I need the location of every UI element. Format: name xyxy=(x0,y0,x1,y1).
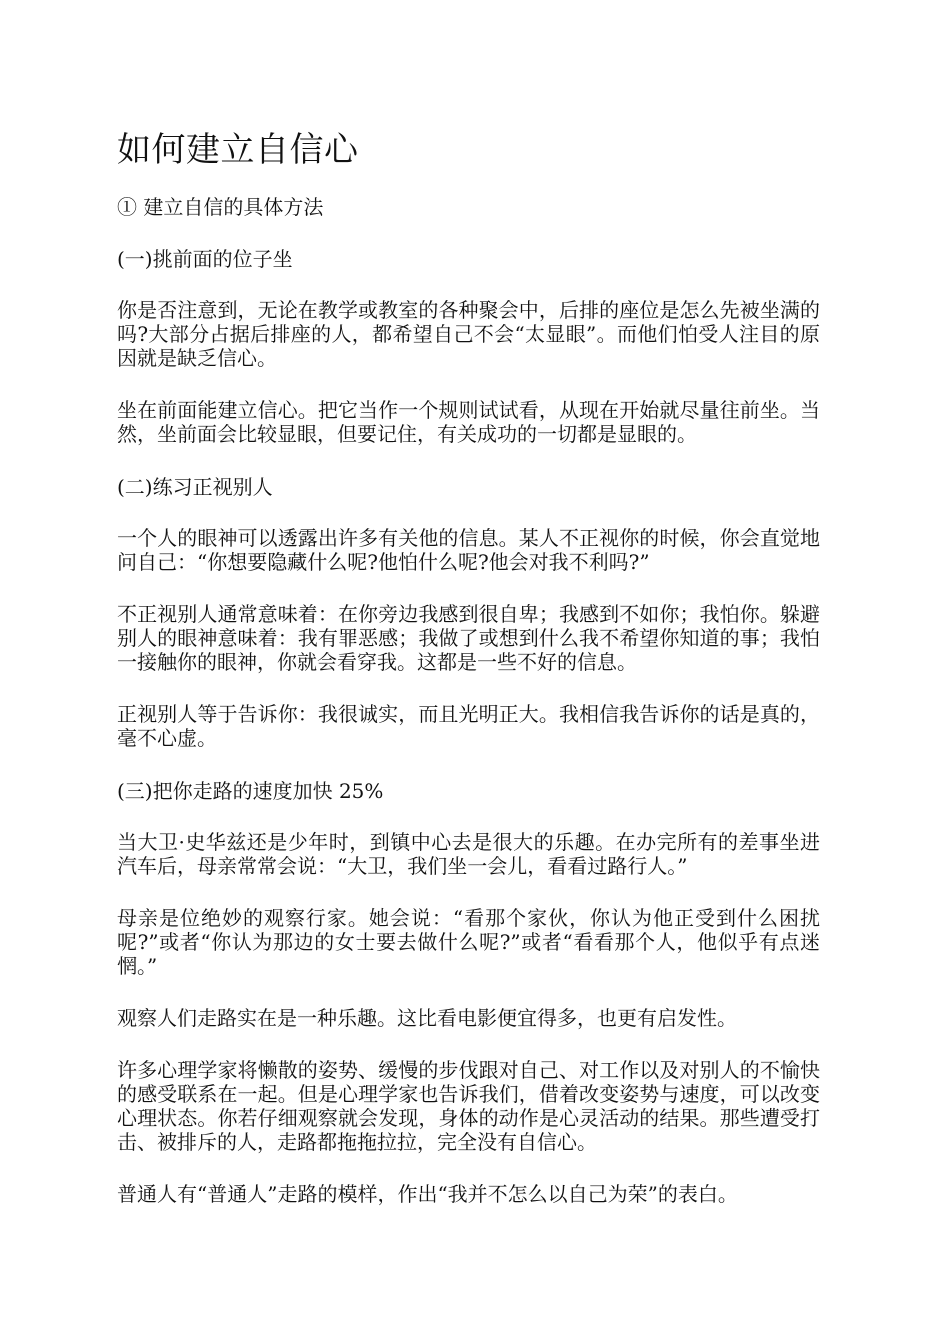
paragraph-6: 当大卫·史华兹还是少年时，到镇中心去是很大的乐趣。在办完所有的差事坐进汽车后，母亲常常会说：“大卫，我们坐一会儿，看看过路行人。” xyxy=(117,830,820,878)
paragraph-10: 普通人有“普通人”走路的模样，作出“我并不怎么以自己为荣”的表白。 xyxy=(117,1182,738,1206)
paragraph-1: 你是否注意到，无论在教学或教室的各种聚会中，后排的座位是怎么先被坐满的吗?大部分占据后排座的人，都希望自己不会“太显眼”。而他们怕受人注目的原因就是缺乏信心。 xyxy=(117,298,820,370)
paragraph-3: 一个人的眼神可以透露出许多有关他的信息。某人不正视你的时候，你会直觉地问自己：“你想要隐藏什么呢?他怕什么呢?他会对我不利吗?” xyxy=(117,526,820,574)
paragraph-9: 许多心理学家将懒散的姿势、缓慢的步伐跟对自己、对工作以及对别人的不愉快的感受联系在一起。但是心理学家也告诉我们，借着改变姿势与速度，可以改变心理状态。你若仔细观察就会发现，身体的动作是心灵活动的结果。那些遭受打击、被排斥的人，走路都拖拖拉拉，完全没有自信心。 xyxy=(117,1058,820,1154)
paragraph-5: 正视别人等于告诉你：我很诚实，而且光明正大。我相信我告诉你的话是真的，毫不心虚。 xyxy=(117,702,820,750)
document-page xyxy=(117,128,820,1234)
section-heading: ① 建立自信的具体方法 xyxy=(117,195,324,219)
subheading-1: (一)挑前面的位子坐 xyxy=(117,247,293,271)
paragraph-7: 母亲是位绝妙的观察行家。她会说：“看那个家伙，你认为他正受到什么困扰呢?”或者“你认为那边的女士要去做什么呢?”或者“看看那个人，他似乎有点迷惘。” xyxy=(117,906,820,978)
paragraph-2: 坐在前面能建立信心。把它当作一个规则试试看，从现在开始就尽量往前坐。当然，坐前面会比较显眼，但要记住，有关成功的一切都是显眼的。 xyxy=(117,398,820,446)
subheading-2: (二)练习正视别人 xyxy=(117,475,273,499)
paragraph-8: 观察人们走路实在是一种乐趣。这比看电影便宜得多，也更有启发性。 xyxy=(117,1006,737,1030)
paragraph-4: 不正视别人通常意味着：在你旁边我感到很自卑；我感到不如你；我怕你。躲避别人的眼神意味着：我有罪恶感；我做了或想到什么我不希望你知道的事；我怕一接触你的眼神，你就会看穿我。这都是一些不好的信息。 xyxy=(117,602,820,674)
subheading-3: (三)把你走路的速度加快 25% xyxy=(117,779,384,803)
document-title: 如何建立自信心 xyxy=(117,130,359,170)
